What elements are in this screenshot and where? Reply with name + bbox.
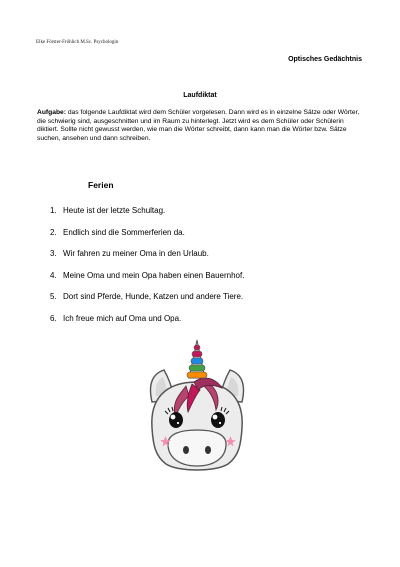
list-item bbox=[50, 286, 244, 308]
item-number: 6. bbox=[50, 313, 57, 323]
item-text: Dort sind Pferde, Hunde, Katzen und andere Tiere. bbox=[63, 292, 244, 302]
muzzle bbox=[168, 430, 226, 466]
item-text: Endlich sind die Sommerferien da. bbox=[63, 227, 185, 237]
page-title: Laufdiktat bbox=[183, 92, 217, 99]
left-eye bbox=[169, 412, 183, 428]
task-text: das folgende Laufdiktat wird dem Schüler vorgelesen. Dann wird es in einzelne Sätze oder Wörter, die schwierig sind, ausgeschnitten und im Raum zu hinterlegt. Jetzt wird es dem Schüler oder Schülerin diktiert. Sollte nicht gewusst werden, wie man die Wörter schreibt, dann kann man die Wörter bzw. Sätze suchen, ansehen und dann schreiben. bbox=[37, 109, 360, 142]
item-number: 2. bbox=[50, 227, 57, 237]
task-label: Aufgabe: bbox=[37, 109, 66, 116]
task-paragraph bbox=[37, 109, 367, 143]
item-number: 3. bbox=[50, 249, 57, 259]
list-item bbox=[50, 243, 244, 265]
list-item bbox=[50, 265, 244, 287]
list-item bbox=[50, 200, 244, 222]
list-item bbox=[50, 308, 244, 330]
list-item bbox=[50, 222, 244, 244]
item-text: Heute ist der letzte Schultag. bbox=[63, 206, 166, 215]
unicorn-icon bbox=[142, 332, 252, 482]
item-text: Meine Oma und mein Opa haben einen Bauernhof. bbox=[63, 270, 245, 280]
dictation-heading: Ferien bbox=[88, 180, 114, 190]
author-credit: Elke Förster-Fröhlich M.Sc. Psychologin bbox=[36, 40, 119, 45]
section-label: Optisches Gedächtnis bbox=[288, 56, 362, 63]
nostril bbox=[205, 446, 211, 454]
item-text: Wir fahren zu meiner Oma in den Urlaub. bbox=[63, 249, 209, 259]
item-number: 4. bbox=[50, 270, 57, 280]
sentence-list bbox=[50, 200, 244, 330]
right-eye bbox=[211, 412, 225, 428]
item-text: Ich freue mich auf Oma und Opa. bbox=[63, 313, 182, 323]
nostril bbox=[183, 446, 189, 454]
item-number: 1. bbox=[50, 206, 57, 215]
item-number: 5. bbox=[50, 292, 57, 302]
